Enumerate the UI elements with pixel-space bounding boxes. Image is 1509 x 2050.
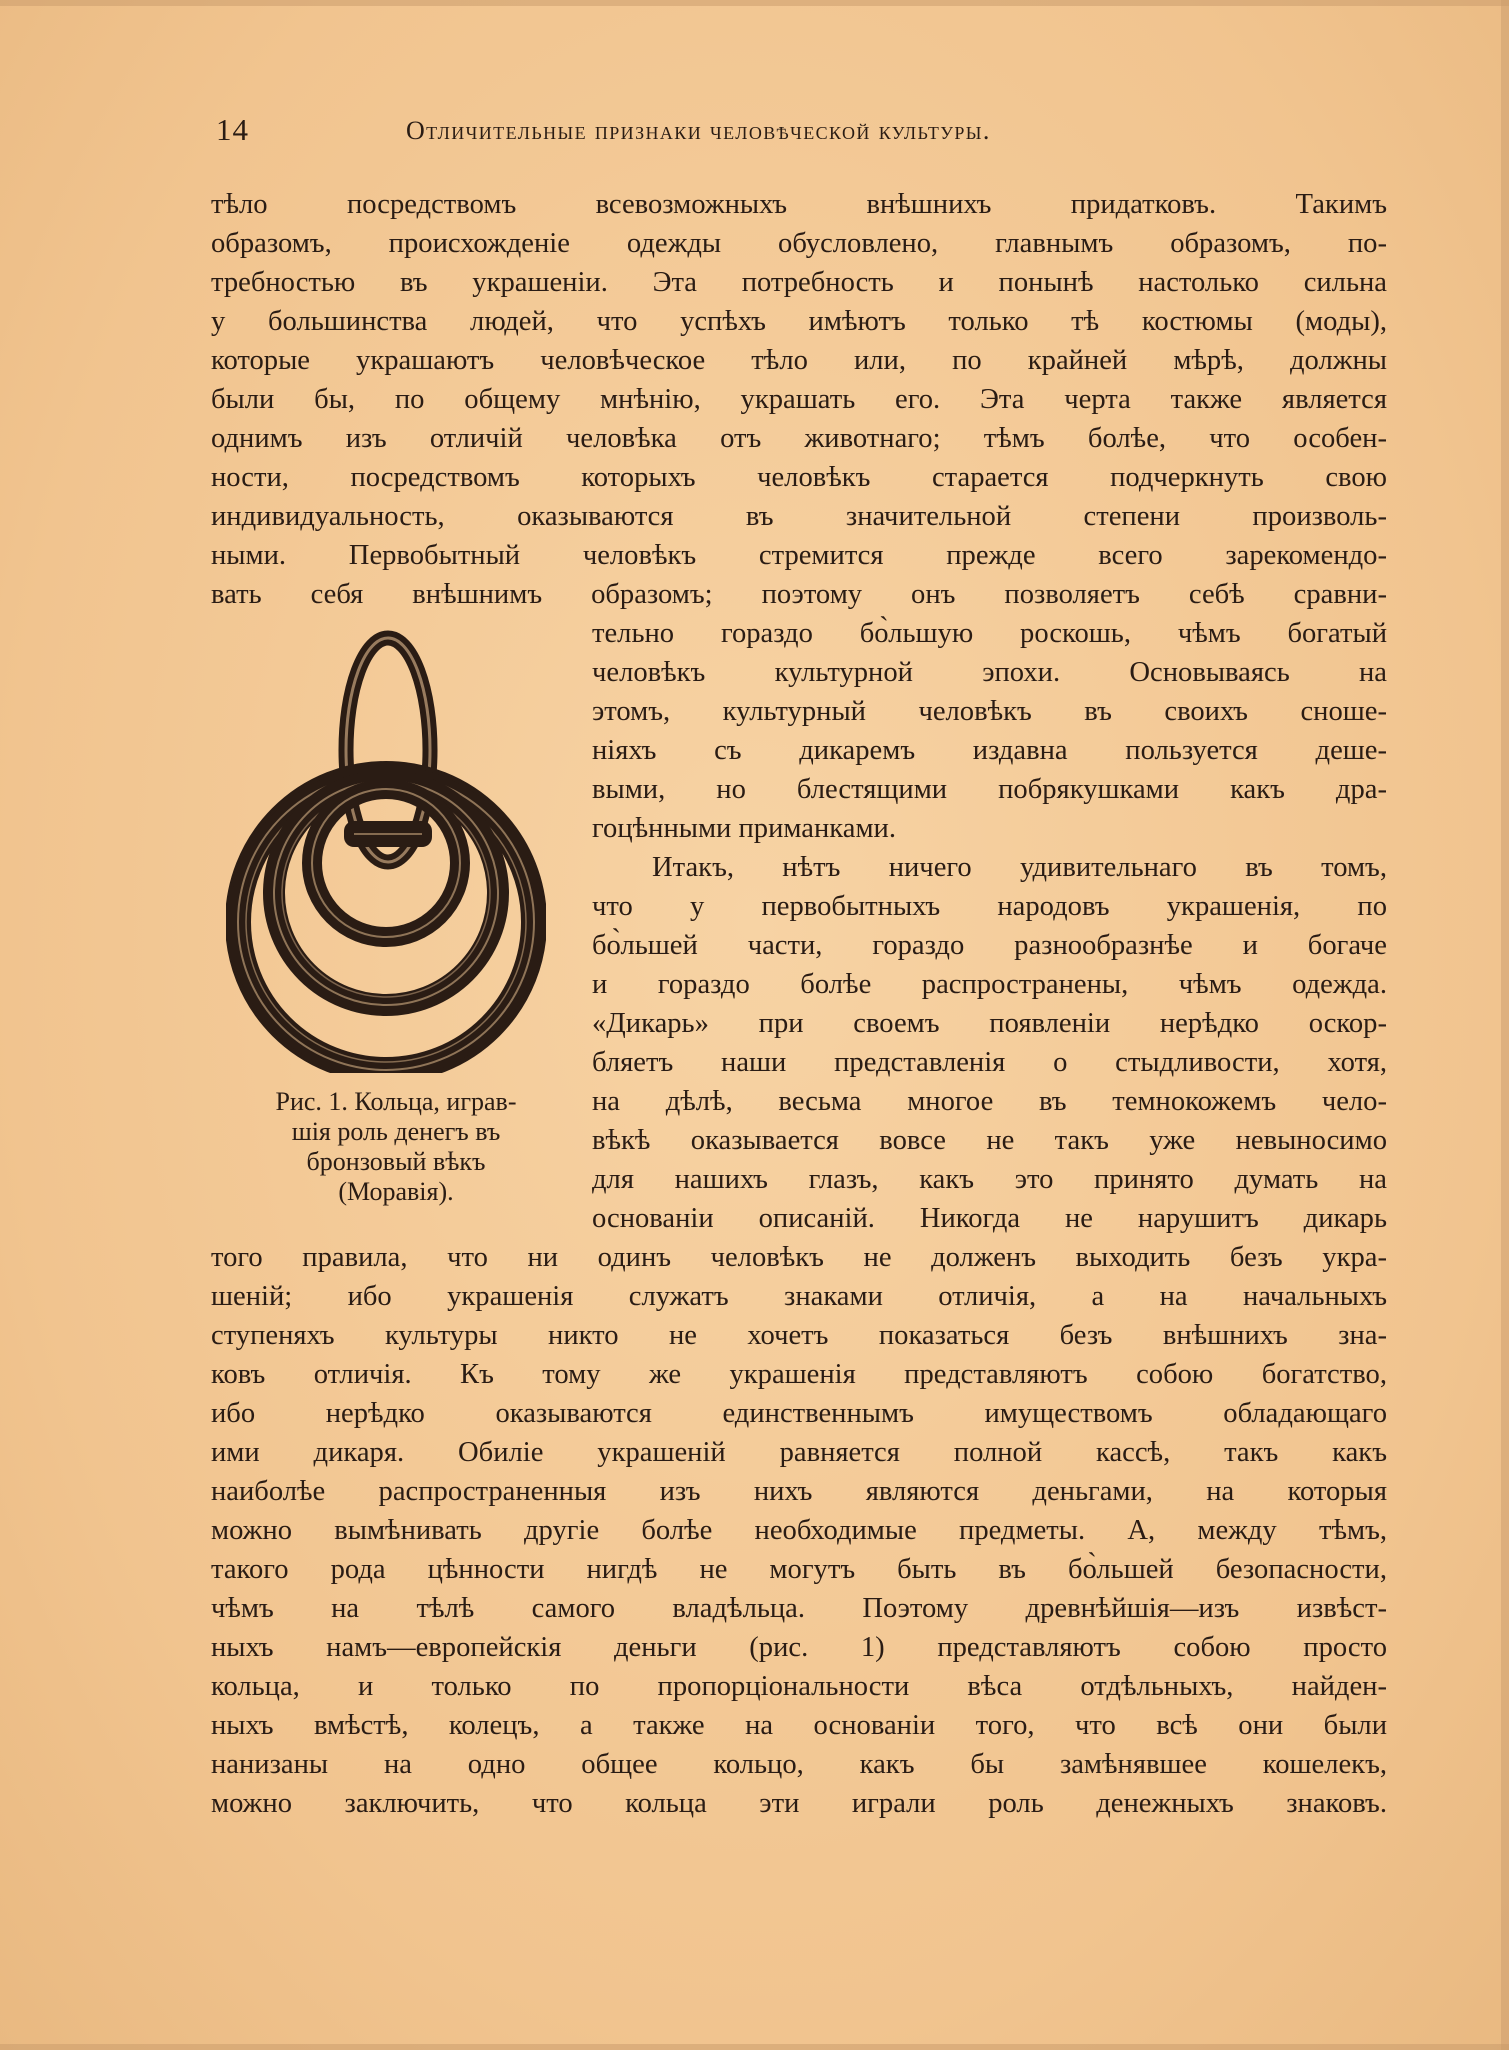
text-line: образомъ, происхожденіе одежды обусловлено, главнымъ образомъ, по- [211,228,1387,259]
text-line: «Дикарь» при своемъ появленіи нерѣдко оскор- [592,1008,1387,1039]
rings-engraving [226,625,546,1073]
text-line: ибо нерѣдко оказываются единственнымъ имуществомъ обладающаго [211,1398,1387,1429]
text-line: бляетъ наши представленія о стыдливости, хотя, [592,1047,1387,1078]
text-line: такого рода цѣнности нигдѣ не могутъ быть въ бо̀льшей безопасности, [211,1554,1387,1585]
page-header [216,112,1396,160]
page-number: 14 [216,112,249,147]
caption-line: (Моравія). [338,1177,454,1206]
text-line: шеній; ибо украшенія служатъ знаками отличія, а на начальныхъ [211,1281,1387,1312]
text-line: ступеняхъ культуры никто не хочетъ показаться безъ внѣшнихъ зна- [211,1320,1387,1351]
figure-rings-illustration [226,625,546,1073]
text-line: ніяхъ съ дикаремъ издавна пользуется деше- [592,735,1387,766]
text-line: кольца, и только по пропорціональности вѣса отдѣльныхъ, найден- [211,1671,1387,1702]
text-line: тѣло посредствомъ всевозможныхъ внѣшнихъ придатковъ. Такимъ [211,189,1387,220]
text-line: были бы, по общему мнѣнію, украшать его. Эта черта также является [211,384,1387,415]
text-line: ковъ отличія. Къ тому же украшенія представляютъ собою богатство, [211,1359,1387,1390]
text-line: основаніи описаній. Никогда не нарушитъ дикарь [592,1203,1387,1234]
text-line: тельно гораздо бо̀льшую роскошь, чѣмъ богатый [592,618,1387,649]
text-line: наиболѣе распространенныя изъ нихъ являются деньгами, на которыя [211,1476,1387,1507]
page-edge-bottom [0,2044,1509,2050]
text-line: вать себя внѣшнимъ образомъ; поэтому онъ позволяетъ себѣ сравни- [211,579,1387,610]
text-line: того правила, что ни одинъ человѣкъ не долженъ выходить безъ укра- [211,1242,1387,1273]
text-line: однимъ изъ отличій человѣка отъ животнаго; тѣмъ болѣе, что особен- [211,423,1387,454]
text-line: у большинства людей, что успѣхъ имѣютъ только тѣ костюмы (моды), [211,306,1387,337]
page-edge-right [1501,0,1509,2050]
text-line: человѣкъ культурной эпохи. Основываясь на [592,657,1387,688]
text-line: ности, посредствомъ которыхъ человѣкъ старается подчеркнуть свою [211,462,1387,493]
caption-line: Рис. 1. Кольца, игрaв- [275,1087,517,1116]
text-line: можно заключить, что кольца эти играли роль денежныхъ знаковъ. [211,1788,1387,1819]
text-line: чѣмъ на тѣлѣ самого владѣльца. Поэтому древнѣйшія—изъ извѣст- [211,1593,1387,1624]
text-line: требностью въ украшеніи. Эта потребность и понынѣ настолько сильна [211,267,1387,298]
text-line: что у первобытныхъ народовъ украшенія, по [592,891,1387,922]
text-line: выми, но блестящими побрякушками какъ дра- [592,774,1387,805]
text-line: бо̀льшей части, гораздо разнообразнѣе и богаче [592,930,1387,961]
text-line: для нашихъ глазъ, какъ это принято думать на [592,1164,1387,1195]
text-line: ными. Первобытный человѣкъ стремится прежде всего зарекомендо- [211,540,1387,571]
caption-line: шія роль денегъ въ [291,1117,501,1146]
page-edge-top [0,0,1509,6]
running-title: Отличительные признаки человѣческой культуры. [406,116,991,145]
text-line: ныхъ вмѣстѣ, колецъ, а также на основаніи того, что всѣ они были [211,1710,1387,1741]
text-line: гоцѣнными приманками. [592,813,896,844]
text-line: вѣкѣ оказывается вовсе не такъ уже невыносимо [592,1125,1387,1156]
caption-line: бронзовый вѣкъ [306,1147,486,1176]
figure-caption [212,1087,580,1207]
text-line: можно вымѣнивать другіе болѣе необходимые предметы. А, между тѣмъ, [211,1515,1387,1546]
text-line: на дѣлѣ, весьма многое въ темнокожемъ чело- [592,1086,1387,1117]
text-line: нанизаны на одно общее кольцо, какъ бы замѣнявшее кошелекъ, [211,1749,1387,1780]
text-line: и гораздо болѣе распространены, чѣмъ одежда. [592,969,1387,1000]
text-line: этомъ, культурный человѣкъ въ своихъ сноше- [592,696,1387,727]
text-line: Итакъ, нѣтъ ничего удивительнаго въ томъ, [652,852,1387,883]
text-line: индивидуальность, оказываются въ значительной степени произволь- [211,501,1387,532]
text-line: ими дикаря. Обиліе украшеній равняется полной кассѣ, такъ какъ [211,1437,1387,1468]
text-line: ныхъ намъ—европейскія деньги (рис. 1) представляютъ собою просто [211,1632,1387,1663]
text-line: которые украшаютъ человѣческое тѣло или, по крайней мѣрѣ, должны [211,345,1387,376]
